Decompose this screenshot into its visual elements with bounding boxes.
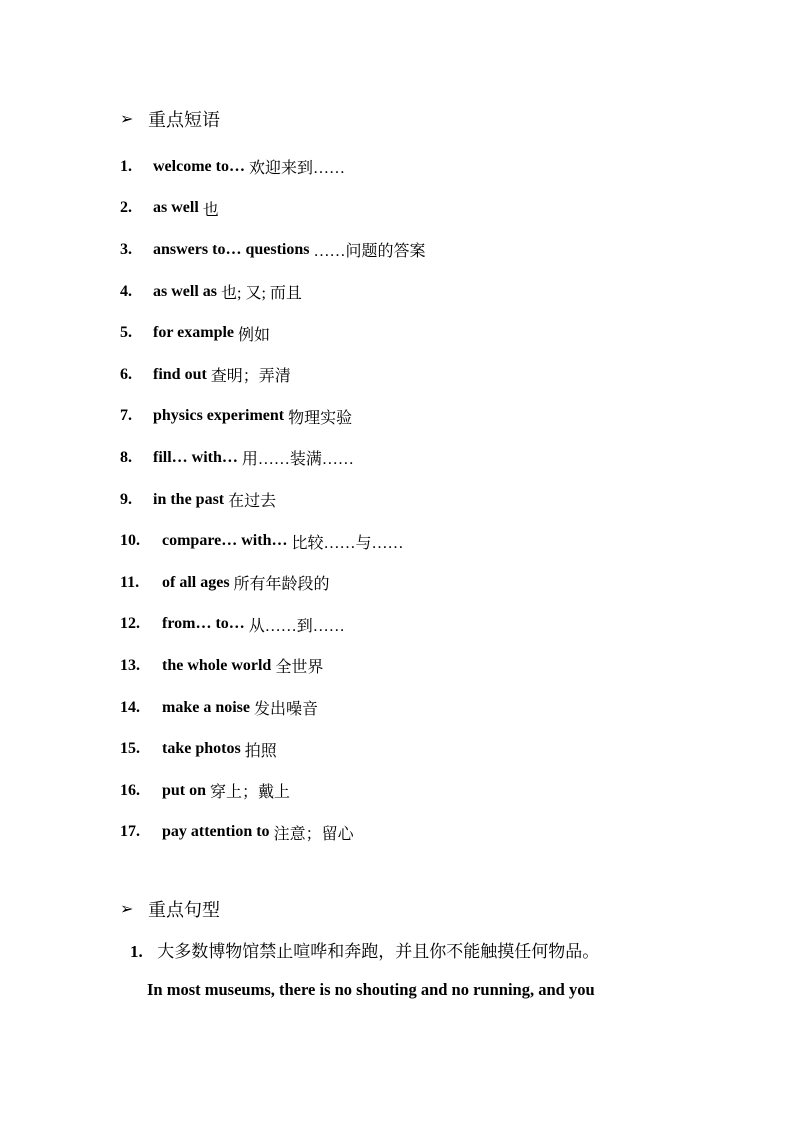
- phrase-number: 5.: [120, 324, 132, 342]
- phrase-english: as well: [153, 199, 199, 217]
- phrase-english: in the past: [153, 490, 225, 508]
- phrase-english: make a noise: [162, 698, 250, 716]
- phrase-chinese: 物理实验: [288, 409, 353, 427]
- phrase-item: [120, 188, 425, 230]
- phrase-number: 11.: [120, 573, 140, 591]
- sentence-number: 1.: [130, 942, 143, 961]
- phrase-number: 10.: [120, 532, 140, 550]
- phrase-english: welcome to…: [153, 157, 245, 175]
- section-heading-key-sentences: [120, 896, 220, 922]
- phrase-chinese: 全世界: [275, 659, 324, 677]
- phrase-chinese: 穿上；戴上: [210, 784, 291, 802]
- phrase-item: [120, 146, 425, 188]
- phrase-item: [120, 604, 425, 646]
- phrase-english: for example: [153, 324, 235, 342]
- phrase-chinese: 所有年龄段的: [233, 576, 330, 594]
- phrase-number: 2.: [120, 199, 132, 217]
- phrase-item: [120, 354, 425, 396]
- sentence-chinese: [130, 937, 599, 962]
- phrase-english: as well as: [153, 282, 217, 300]
- phrase-item: [120, 812, 425, 854]
- phrase-english: compare… with…: [162, 532, 288, 550]
- arrow-bullet-icon: ➢: [120, 111, 134, 128]
- phrase-number: 8.: [120, 448, 132, 466]
- phrase-chinese: 注意；留心: [273, 825, 354, 843]
- phrase-chinese: 从……到……: [248, 617, 345, 635]
- phrase-item: [120, 437, 425, 479]
- section-title: 重点句型: [148, 900, 220, 920]
- phrase-chinese: 也; 又; 而且: [221, 285, 302, 303]
- phrase-item: [120, 645, 425, 687]
- phrase-chinese: 例如: [238, 326, 271, 344]
- phrase-list: [120, 146, 425, 853]
- phrase-english: from… to…: [162, 615, 245, 633]
- phrase-chinese: 用……装满……: [241, 451, 354, 469]
- phrase-number: 7.: [120, 407, 132, 425]
- phrase-item: [120, 562, 425, 604]
- phrase-chinese: 比较……与……: [291, 534, 404, 552]
- phrase-chinese: 发出噪音: [254, 701, 319, 719]
- phrase-chinese: 欢迎来到……: [248, 160, 345, 178]
- phrase-item: [120, 229, 425, 271]
- phrase-item: [120, 312, 425, 354]
- phrase-english: find out: [153, 365, 207, 383]
- arrow-bullet-icon: ➢: [120, 901, 134, 918]
- phrase-item: [120, 271, 425, 313]
- phrase-item: [120, 520, 425, 562]
- phrase-number: 1.: [120, 157, 132, 175]
- phrase-item: [120, 479, 425, 521]
- phrase-number: 14.: [120, 698, 140, 716]
- phrase-item: [120, 396, 425, 438]
- phrase-chinese: 查明；弄清: [210, 368, 291, 386]
- sentence-chinese-text: 大多数博物馆禁止喧哗和奔跑，并且你不能触摸任何物品。: [157, 942, 600, 961]
- phrase-number: 17.: [120, 823, 140, 841]
- phrase-english: put on: [162, 781, 207, 799]
- phrase-english: physics experiment: [153, 407, 285, 425]
- phrase-item: [120, 770, 425, 812]
- phrase-english: the whole world: [162, 656, 272, 674]
- phrase-number: 4.: [120, 282, 132, 300]
- phrase-chinese: 也: [202, 201, 219, 219]
- phrase-chinese: ……问题的答案: [313, 243, 426, 261]
- phrase-english: pay attention to: [162, 823, 270, 841]
- phrase-number: 13.: [120, 656, 140, 674]
- phrase-chinese: 拍照: [244, 742, 277, 760]
- phrase-number: 12.: [120, 615, 140, 633]
- phrase-number: 9.: [120, 490, 132, 508]
- phrase-number: 3.: [120, 240, 132, 258]
- phrase-item: [120, 728, 425, 770]
- phrase-english: fill… with…: [153, 448, 238, 466]
- phrase-number: 16.: [120, 781, 140, 799]
- section-title: 重点短语: [148, 110, 220, 130]
- phrase-english: answers to… questions: [153, 240, 310, 258]
- phrase-number: 15.: [120, 740, 140, 758]
- phrase-english: of all ages: [162, 573, 230, 591]
- phrase-number: 6.: [120, 365, 132, 383]
- phrase-item: [120, 687, 425, 729]
- phrase-chinese: 在过去: [228, 493, 277, 511]
- sentence-english: In most museums, there is no shouting and no running, and you: [147, 980, 595, 999]
- section-heading-key-phrases: [120, 106, 220, 132]
- phrase-english: take photos: [162, 740, 241, 758]
